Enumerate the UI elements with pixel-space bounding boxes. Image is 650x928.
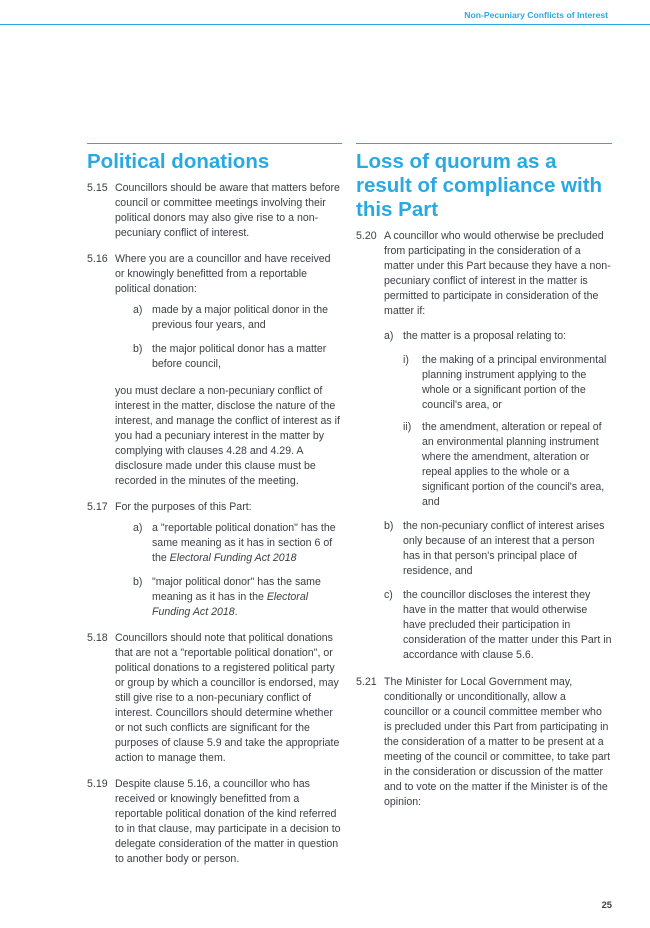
item-label: i) <box>403 354 409 366</box>
clause-5-21 <box>356 675 612 810</box>
item-label: c) <box>384 589 393 601</box>
list-item <box>384 588 612 663</box>
clause-text: For the purposes of this Part: <box>115 501 252 513</box>
item-text: the major political donor has a matter before council, <box>152 343 327 370</box>
clause-number: 5.21 <box>356 676 377 688</box>
item-text: a "reportable political donation" has the same meaning as it has in section 6 of the Electoral Funding Act 2018 <box>152 522 336 564</box>
running-header: Non-Pecuniary Conflicts of Interest <box>464 10 608 20</box>
clause-text: Where you are a councillor and have received or knowingly benefitted from a reportable political donation: <box>115 253 331 295</box>
clause-5-17 <box>87 500 342 515</box>
clause-number: 5.16 <box>87 253 108 265</box>
clause-number: 5.15 <box>87 182 108 194</box>
sub-list <box>403 353 612 510</box>
sub-list-item <box>403 420 612 510</box>
clause-5-16-items <box>133 303 342 372</box>
section-heading-loss-of-quorum: Loss of quorum as a result of compliance with this Part <box>356 150 603 221</box>
item-text: made by a major political donor in the previous four years, and <box>152 304 329 331</box>
list-item <box>133 303 342 333</box>
item-label: a) <box>384 330 394 342</box>
clause-text: Councillors should be aware that matters before council or committee meetings involving their political donors may also give rise to a non-pecuniary conflict of interest. <box>115 182 340 239</box>
list-item <box>384 329 612 344</box>
item-label: b) <box>384 520 394 532</box>
item-text: the councillor discloses the interest they have in the matter that would otherwise have precluded their participation in consideration of the matter under this Part in accordance with clause 5.6. <box>403 589 612 661</box>
item-text: "major political donor" has the same meaning as it has in the Electoral Funding Act 2018. <box>152 576 321 618</box>
clause-number: 5.20 <box>356 230 377 242</box>
clause-5-16 <box>87 252 342 297</box>
section-rule <box>87 143 342 144</box>
clause-5-20 <box>356 229 612 319</box>
list-item <box>133 521 342 566</box>
list-item <box>133 575 342 620</box>
header-rule <box>0 24 650 25</box>
item-text: the making of a principal environmental planning instrument applying to the whole or a significant portion of the council's area, or <box>422 354 607 411</box>
clause-text: The Minister for Local Government may, conditionally or unconditionally, allow a councillor or a council committee member who is precluded under this Part from participating in the consideration of a matter to be present at a meeting of the council or committee, to take part in the consideration or discussion of the matter and to vote on the matter if the Minister is of the opinion: <box>384 676 611 808</box>
clause-5-18 <box>87 631 342 766</box>
clause-5-15 <box>87 181 342 241</box>
item-label: a) <box>133 304 143 316</box>
clause-5-16-continuation: you must declare a non-pecuniary conflict of interest in the matter, disclose the nature of the interest, and manage the conflict of interest as if you had a pecuniary interest in the matter by complying with clauses 4.28 and 4.29. A disclosure made under this clause must be recorded in the minutes of the meeting. <box>115 385 340 487</box>
item-text: the non-pecuniary conflict of interest arises only because of an interest that a person has in that person's principal place of residence, and <box>403 520 605 577</box>
clause-number: 5.17 <box>87 501 108 513</box>
item-label: ii) <box>403 421 412 433</box>
clause-text: A councillor who would otherwise be precluded from participating in the consideration of a matter under this Part because they have a non-pecuniary conflict of interest in the matter is permitted to participate in consideration of the matter if: <box>384 230 611 317</box>
list-item <box>384 519 612 579</box>
section-rule <box>356 143 612 144</box>
item-label: b) <box>133 576 143 588</box>
item-text: the matter is a proposal relating to: <box>403 330 567 342</box>
clause-text: Councillors should note that political donations that are not a "reportable political donation", or political donations to a registered political party or group by which a councillor is endorsed, may still give rise to a non-pecuniary conflict of interest. Councillors should determine whether or not such conflicts are significant for the purposes of clause 5.9 and take the appropriate action to manage them. <box>115 632 340 764</box>
item-text: the amendment, alteration or repeal of an environmental planning instrument where the amendment, alteration or repeal applies to the whole or a significant portion of the council's area, and <box>422 421 605 508</box>
left-column <box>87 143 342 878</box>
clause-number: 5.18 <box>87 632 108 644</box>
section-heading-political-donations: Political donations <box>87 150 270 173</box>
item-label: b) <box>133 343 143 355</box>
page-number: 25 <box>601 899 612 910</box>
clause-5-17-items <box>133 521 342 620</box>
clause-5-19 <box>87 777 342 867</box>
clause-number: 5.19 <box>87 778 108 790</box>
clause-text: Despite clause 5.16, a councillor who has received or knowingly benefitted from a reportable political donation of the kind referred to in that clause, may participate in a decision to delegate consideration of the matter in question to another body or person. <box>115 778 341 865</box>
list-item <box>133 342 342 372</box>
item-label: a) <box>133 522 143 534</box>
clause-5-20-items <box>384 329 612 663</box>
sub-list-item <box>403 353 612 413</box>
right-column <box>356 143 612 821</box>
